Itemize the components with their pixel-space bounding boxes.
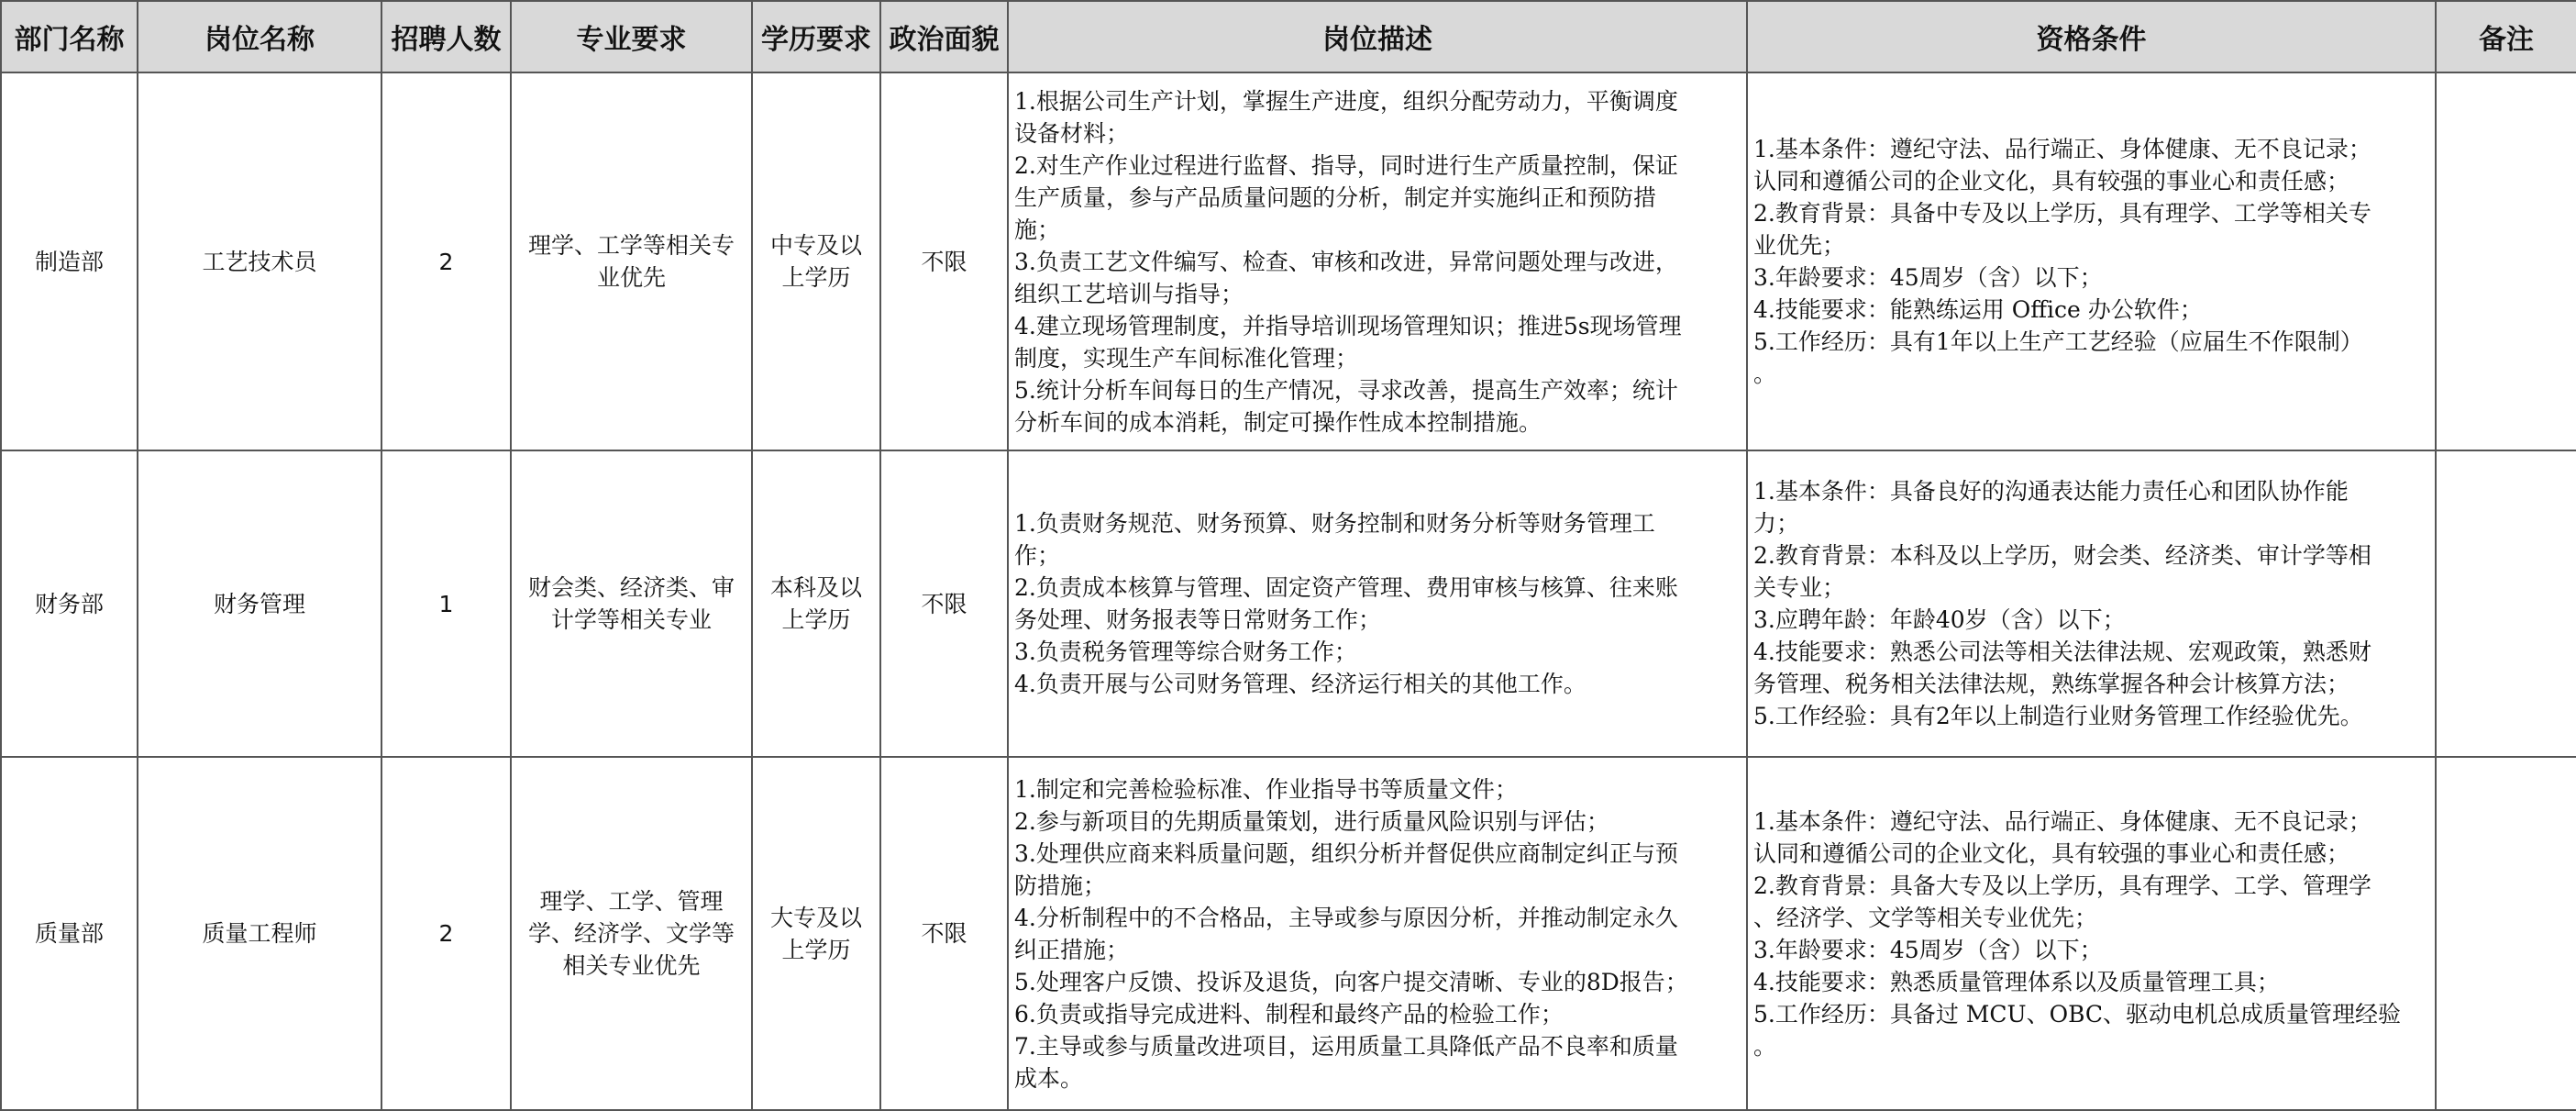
cell-text-line: 2.教育背景：具备中专及以上学历，具有理学、工学等相关专 [1753,200,2371,227]
cell-text-line: 1.负责财务规范、财务预算、财务控制和财务分析等财务管理工 [1014,510,1655,537]
cell-text-line: 2.负责成本核算与管理、固定资产管理、费用审核与核算、往来账 [1014,574,1678,601]
cell-text-line: 4.负责开展与公司财务管理、经济运行相关的其他工作。 [1014,671,1587,697]
cell-position[interactable]: 工艺技术员 [138,72,381,450]
cell-text-line: 1.基本条件：具备良好的沟通表达能力责任心和团队协作能 [1753,478,2349,505]
cell-text-line: 务处理、财务报表等日常财务工作； [1014,606,1382,633]
header-remarks[interactable]: 备注 [2436,1,2576,72]
cell-text-line: 5.工作经验：具有2年以上制造行业财务管理工作经验优先。 [1753,703,2363,729]
cell-position[interactable]: 质量工程师 [138,757,381,1110]
cell-text-line: 3.年龄要求：45周岁（含）以下； [1753,264,2103,291]
header-education[interactable]: 学历要求 [752,1,880,72]
cell-remarks[interactable] [2436,450,2576,757]
cell-text-line: 7.主导或参与质量改进项目，运用质量工具降低产品不良率和质量 [1014,1032,1678,1060]
cell-qualifications[interactable] [1747,450,2436,757]
cell-text-line: 力； [1753,510,1800,537]
cell-text-line: 。 [1753,361,1777,387]
cell-description[interactable] [1008,72,1747,450]
cell-text-line: 作； [1014,542,1061,569]
table-row [1,757,2576,1110]
cell-text-line: 分析车间的成本消耗，制定可操作性成本控制措施。 [1014,408,1542,436]
cell-text-line: 生产质量，参与产品质量问题的分析，制定并实施纠正和预防措 [1014,183,1657,211]
cell-qualifications[interactable] [1747,757,2436,1110]
cell-remarks[interactable] [2436,757,2576,1110]
cell-political[interactable]: 不限 [880,450,1008,757]
header-count[interactable]: 招聘人数 [381,1,511,72]
cell-count[interactable]: 2 [381,72,511,450]
cell-dept[interactable]: 制造部 [1,72,138,450]
cell-text-line: 3.负责税务管理等综合财务工作； [1014,639,1357,665]
cell-text-line: 1.制定和完善检验标准、作业指导书等质量文件； [1014,775,1518,803]
cell-text-line: 施； [1014,216,1061,243]
cell-dept[interactable]: 质量部 [1,757,138,1110]
cell-political[interactable]: 不限 [880,757,1008,1110]
cell-text-line: 5.工作经历：具备过 MCU、OBC、驱动电机总成质量管理经验 [1753,1000,2402,1028]
cell-text-line: 2.教育背景：本科及以上学历，财会类、经济类、审计学等相 [1753,542,2371,569]
cell-text-line: 纠正措施； [1014,936,1130,963]
cell-education[interactable]: 大专及以上学历 [752,757,880,1110]
cell-qualifications[interactable] [1747,72,2436,450]
cell-text-line: 3.处理供应商来料质量问题，组织分析并督促供应商制定纠正与预 [1014,839,1678,867]
cell-text-line: 6.负责或指导完成进料、制程和最终产品的检验工作； [1014,1000,1564,1028]
cell-text-line: 3.负责工艺文件编写、检查、审核和改进，异常问题处理与改进， [1014,248,1678,275]
cell-text-line: 防措施； [1014,872,1107,899]
cell-text-line: 组织工艺培训与指导； [1014,280,1244,307]
cell-description[interactable] [1008,450,1747,757]
cell-count[interactable]: 1 [381,450,511,757]
cell-text-line: 成本。 [1014,1064,1084,1092]
cell-text-line: 4.技能要求：熟悉公司法等相关法律法规、宏观政策，熟悉财 [1753,639,2371,665]
cell-text-line: 认同和遵循公司的企业文化，具有较强的事业心和责任感； [1753,839,2350,867]
cell-major[interactable]: 理学、工学、管理学、经济学、文学等相关专业优先 [511,757,752,1110]
cell-education[interactable]: 中专及以上学历 [752,72,880,450]
cell-text-line: 认同和遵循公司的企业文化，具有较强的事业心和责任感； [1753,168,2350,194]
cell-text-line: 2.对生产作业过程进行监督、指导，同时进行生产质量控制，保证 [1014,151,1678,179]
cell-text-line: 2.教育背景：具备大专及以上学历，具有理学、工学、管理学 [1753,872,2371,899]
table-row [1,72,2576,450]
cell-text-line: 设备材料； [1014,119,1130,147]
cell-text-line: 1.基本条件：遵纪守法、品行端正、身体健康、无不良记录； [1753,136,2371,162]
cell-text-line: 5.处理客户反馈、投诉及退货，向客户提交清晰、专业的8D报告； [1014,968,1688,995]
cell-position[interactable]: 财务管理 [138,450,381,757]
cell-text-line: 4.技能要求：熟悉质量管理体系以及质量管理工具； [1753,968,2280,995]
cell-major[interactable]: 财会类、经济类、审计学等相关专业 [511,450,752,757]
header-row [1,1,2576,72]
cell-text-line: 5.统计分析车间每日的生产情况，寻求改善，提高生产效率；统计 [1014,376,1678,404]
cell-text-line: 3.应聘年龄：年龄40岁（含）以下； [1753,606,2126,633]
cell-text-line: 。 [1753,1032,1777,1060]
cell-remarks[interactable] [2436,72,2576,450]
header-dept[interactable]: 部门名称 [1,1,138,72]
cell-text-line: 务管理、税务相关法律法规，熟练掌握各种会计核算方法； [1753,671,2350,697]
cell-dept[interactable]: 财务部 [1,450,138,757]
cell-text-line: 4.技能要求：能熟练运用 Office 办公软件； [1753,296,2203,323]
header-position[interactable]: 岗位名称 [138,1,381,72]
table-row [1,450,2576,757]
cell-description[interactable] [1008,757,1747,1110]
cell-text-line: 1.根据公司生产计划，掌握生产进度，组织分配劳动力，平衡调度 [1014,87,1678,115]
cell-text-line: 、经济学、文学等相关专业优先； [1753,904,2098,931]
cell-count[interactable]: 2 [381,757,511,1110]
cell-text-line: 关专业； [1753,574,1846,601]
cell-text-line: 制度，实现生产车间标准化管理； [1014,344,1359,372]
cell-education[interactable]: 本科及以上学历 [752,450,880,757]
header-political[interactable]: 政治面貌 [880,1,1008,72]
cell-political[interactable]: 不限 [880,72,1008,450]
header-major[interactable]: 专业要求 [511,1,752,72]
cell-text-line: 5.工作经历：具有1年以上生产工艺经验（应届生不作限制） [1753,328,2363,355]
header-qualifications[interactable]: 资格条件 [1747,1,2436,72]
cell-text-line: 2.参与新项目的先期质量策划，进行质量风险识别与评估； [1014,807,1609,835]
header-description[interactable]: 岗位描述 [1008,1,1747,72]
cell-text-line: 4.建立现场管理制度，并指导培训现场管理知识；推进5s现场管理 [1014,312,1682,339]
cell-text-line: 3.年龄要求：45周岁（含）以下； [1753,936,2103,963]
cell-text-line: 4.分析制程中的不合格品，主导或参与原因分析，并推动制定永久 [1014,904,1678,931]
cell-text-line: 业优先； [1753,232,1846,259]
cell-text-line: 1.基本条件：遵纪守法、品行端正、身体健康、无不良记录； [1753,807,2371,835]
cell-major[interactable]: 理学、工学等相关专业优先 [511,72,752,450]
